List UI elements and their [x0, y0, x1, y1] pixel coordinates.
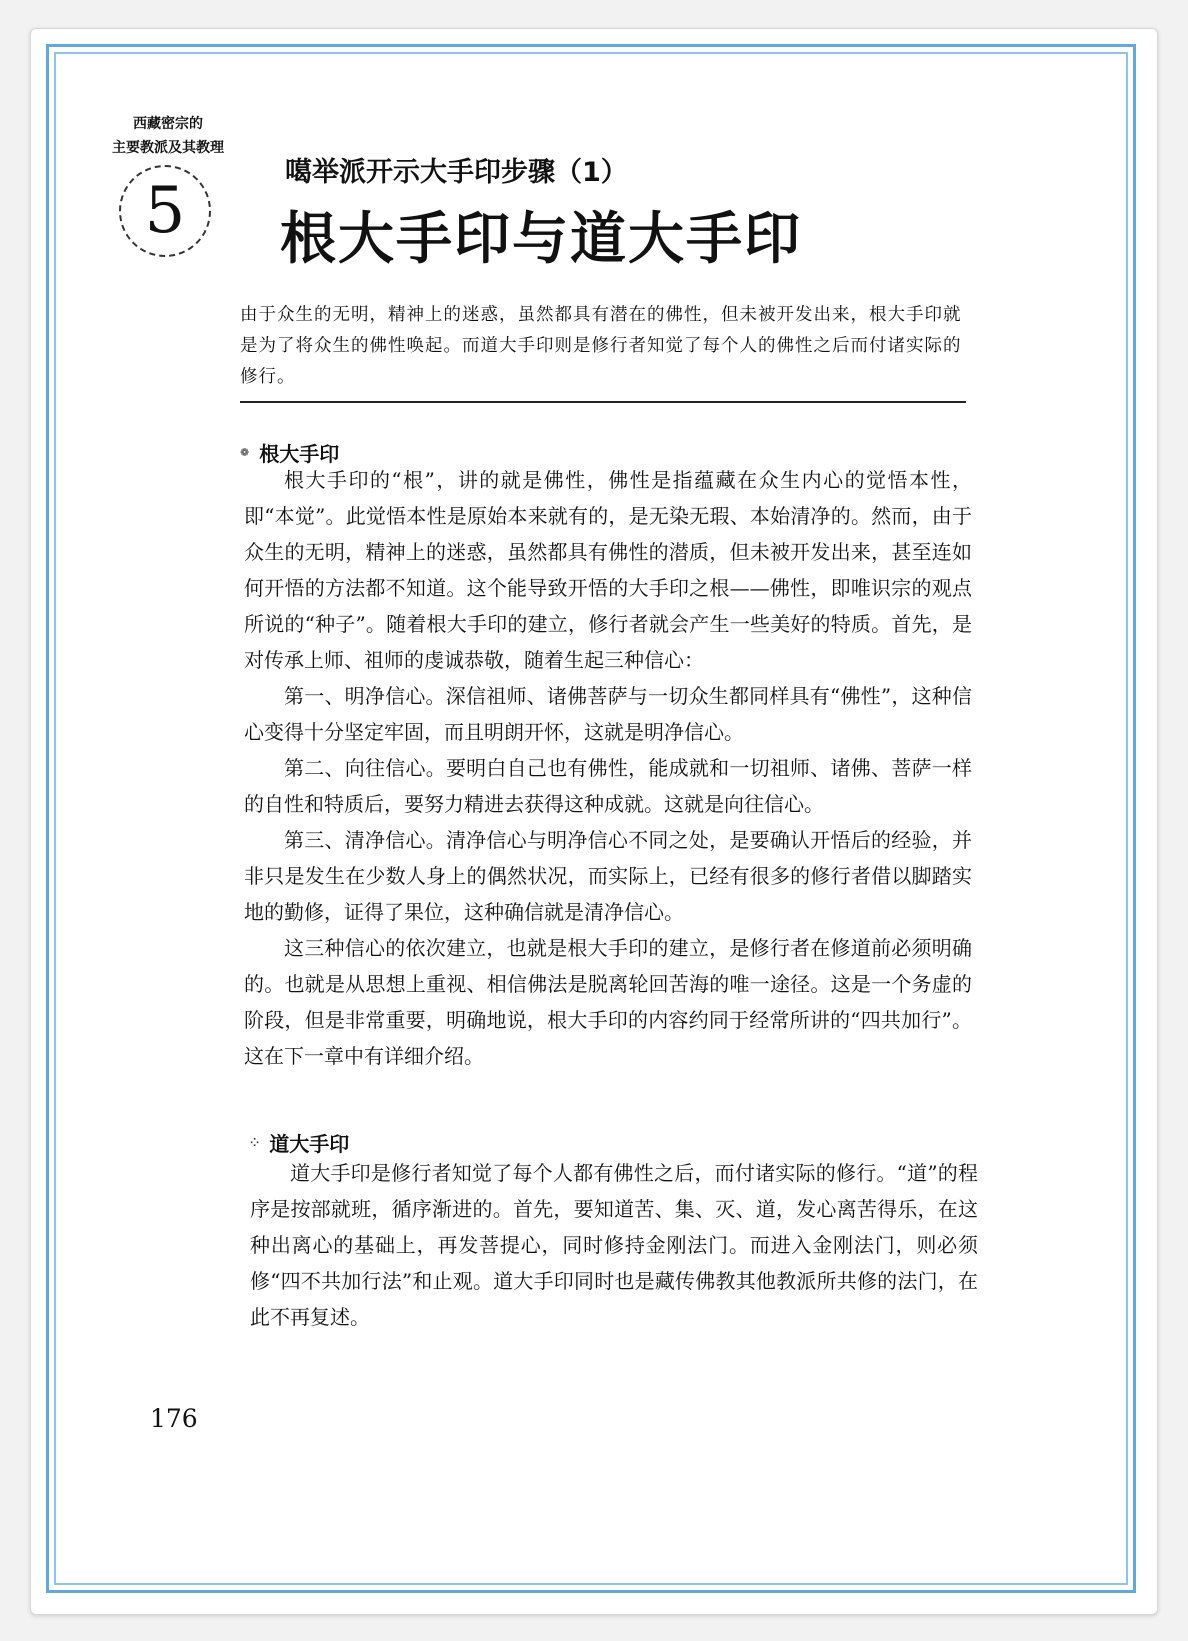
section-heading-path [250, 1128, 349, 1157]
section-body-root [244, 462, 972, 1074]
paragraph: 这三种信心的依次建立，也就是根大手印的建立，是修行者在修道前必须明确的。也就是从思想上重视、相信佛法是脱离轮回苦海的唯一途径。这是一个务虚的阶段，但是非常重要，明确地说，根大手印的内容约同于经常所讲的“四共加行”。这在下一章中有详细介绍。 [244, 936, 972, 1068]
chapter-number-badge [119, 165, 211, 257]
page-title: 根大手印与道大手印 [280, 207, 802, 272]
intro-summary: 由于众生的无明，精神上的迷惑，虽然都具有潜在的佛性，但未被开发出来，根大手印就是为了将众生的佛性唤起。而道大手印则是修行者知觉了每个人的佛性之后而付诸实际的修行。 [240, 305, 962, 387]
divider [240, 401, 966, 403]
flower-bullet-icon: ❁ [240, 446, 250, 459]
dots-bullet-icon: ⁘ [250, 1136, 260, 1149]
section-heading-text: 根大手印 [259, 442, 340, 466]
chapter-label [98, 112, 238, 160]
page-subtitle: 噶举派开示大手印步骤（1） [285, 157, 628, 188]
section-heading-text: 道大手印 [269, 1132, 350, 1156]
section-body-path [250, 1155, 978, 1335]
page-number: 176 [150, 1404, 198, 1433]
paragraph: 第一、明净信心。深信祖师、诸佛菩萨与一切众生都同样具有“佛性”，这种信心变得十分坚定牢固，而且明朗开怀，这就是明净信心。 [244, 684, 972, 744]
paragraph: 道大手印是修行者知觉了每个人都有佛性之后，而付诸实际的修行。“道”的程序是按部就班，循序渐进的。首先，要知道苦、集、灭、道，发心离苦得乐，在这种出离心的基础上，再发菩提心，同时修持金刚法门。而进入金刚法门，则必须修“四不共加行法”和止观。道大手印同时也是藏传佛教其他教派所共修的法门，在此不再复述。 [250, 1161, 978, 1329]
chapter-number: 5 [144, 174, 186, 248]
chapter-label-line2: 主要教派及其教理 [112, 140, 224, 156]
paragraph: 根大手印的“根”，讲的就是佛性，佛性是指蕴藏在众生内心的觉悟本性，即“本觉”。此觉悟本性是原始本来就有的，是无染无瑕、本始清净的。然而，由于众生的无明，精神上的迷惑，虽然都具有佛性的潜质，但未被开发出来，甚至连如何开悟的方法都不知道。这个能导致开悟的大手印之根——佛性，即唯识宗的观点所说的“种子”。随着根大手印的建立，修行者就会产生一些美好的特质。首先，是对传承上师、祖师的虔诚恭敬，随着生起三种信心： [244, 468, 972, 672]
chapter-label-line1: 西藏密宗的 [133, 116, 203, 132]
paragraph: 第二、向往信心。要明白自己也有佛性，能成就和一切祖师、诸佛、菩萨一样的自性和特质后，要努力精进去获得这种成就。这就是向往信心。 [244, 756, 972, 816]
paragraph: 第三、清净信心。清净信心与明净信心不同之处，是要确认开悟后的经验，并非只是发生在少数人身上的偶然状况，而实际上，已经有很多的修行者借以脚踏实地的勤修，证得了果位，这种确信就是清净信心。 [244, 828, 972, 924]
